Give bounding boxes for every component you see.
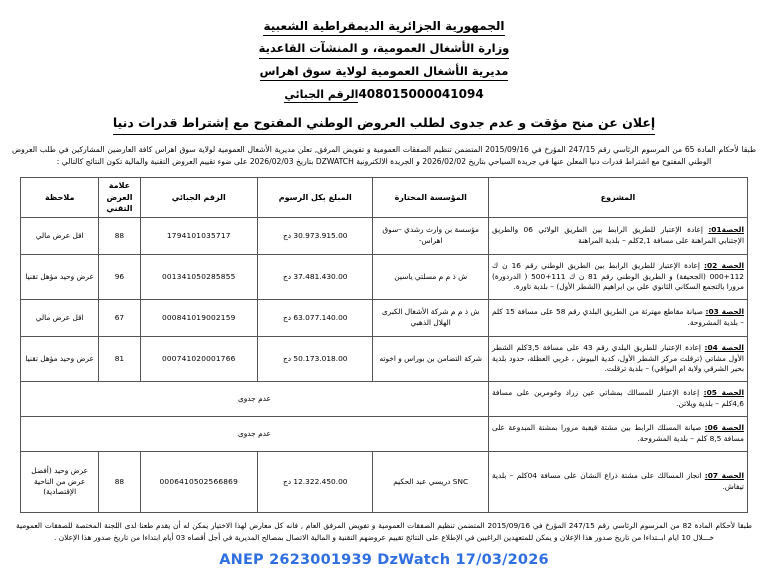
cell-tax-id: 000741020001766 [140,336,257,381]
project-text: صيانة المسلك الرابط بين مشتة قيقبة مرورا بمشتة المبدوعة على مسافة 8,5 كلم – بلدية المشروحة. [491,423,744,443]
col-header-project: المشروع [488,178,747,218]
cell-project [488,416,747,451]
intro-paragraph: طبقا لأحكام المادة 65 من المرسوم الرئاسي رقم 247/15 المؤرخ في 2015/09/16 المتضمن تنظيم الصفقات العمومية و تفويض المرفق, تعلن مديرية الأشغال العمومية لولاية سوق اهراس كافة العارضين المشاركين في طلب العروض الوطني المفتوح مع اشتراط قدرات دنيا المعلن عنها في جريدة السياحي بتاريخ 2026/02/02 و الجريدة الالكترونية DZWATCH بتاريخ 2026/02/03 على ضوء تقييم العروض التقنية والمالية تكون النتائج كالتالي : [12,144,756,166]
cell-no-feasibility: عدم جدوى [21,381,489,416]
currency-label: دج [282,230,292,240]
table-row [21,416,748,451]
cell-remark: عرض وحيد مؤهل تقنيا [21,254,99,299]
amount-value: 12.322.450.00 [293,476,348,486]
cell-project [488,336,747,381]
currency-label: دج [282,353,292,363]
cell-tax-id: 000841019002159 [140,299,257,336]
lot-label: الحصة 05: [703,388,744,398]
amount-value: 37.481.430.00 [293,271,348,281]
col-header-remark: ملاحظة [21,178,99,218]
project-text: إعادة الإعتبار للطريق الرابط بين الطريق الولائي 06 والطريق الإجتنابي المراهنة على مسافة 2,1كلم – بلدية المراهنة [491,225,744,245]
cell-tax-id: 001341050285855 [140,254,257,299]
project-text: إعادة الإعتبار للطريق الرابط بين الطريق الوطني رقم 16 ن ك 112+000 (الجحيفة) و الطريق الوطني رقم 81 ن ك 111+500 ( الدردورة) مرورا بالتجمع السكاني الثانوي علي بن ابراهيم (الشطر الأول) – بلدية تاورة. [491,260,744,292]
cell-no-feasibility: عدم جدوى [21,416,489,451]
col-header-tax: الرقم الجبائي [140,178,257,218]
amount-value: 30.973.915.00 [293,230,348,240]
cell-remark: عرض وحيد مؤهل تقنيا [21,336,99,381]
cell-company: ش ذ م م مسلتي ياسين [373,254,488,299]
tax-id-label: الرقم الجبائي [284,88,359,102]
cell-amount [258,336,373,381]
project-text: انجاز المسالك على مشتة ذراع النشان على مسافة 04كلم – بلدية تيفاش. [491,471,744,491]
cell-tax-id: 1794101035717 [140,217,257,254]
table-row [21,299,748,336]
anep-reference: ANEP 2623001939 DzWatch 17/03/2026 [219,552,549,568]
document-header [0,0,768,104]
cell-project [488,217,747,254]
cell-amount [258,217,373,254]
project-text: إعادة الإعتبار للطريق البلدي رقم 43 على مسافة 3,5كلم الشطر الأول مشاتي (ترقلت مركز الشطر الأول، كدية البيوش ، غربي العظلة، حدود بلدية بحير الشرقي ولاية ام البواقي) – بلدية ترقلت. [491,342,744,374]
lot-label: الحصة 04: [704,342,744,352]
tax-id-value: 408015000041094 [358,87,484,102]
currency-label: دج [282,271,292,281]
cell-company: ش ذ م م شركة الأشغال الكبرى الهلال الذهبي [373,299,488,336]
header-line-directorate: مديرية الأشغال العمومية لولاية سوق اهراس [260,64,509,82]
table-header-row [21,178,748,218]
lot-label: الحصة 06: [704,423,744,433]
cell-remark: اقل عرض مالي [21,217,99,254]
page-title: إعلان عن منح مؤقت و عدم جدوى لطلب العروض الوطني المفتوح مع إشتراط قدرات دنيا [113,114,655,135]
col-header-company: المؤسسة المختارة [373,178,488,218]
table-row [21,451,748,512]
cell-amount [258,299,373,336]
col-header-amount: المبلغ بكل الرسوم [258,178,373,218]
table-row [21,254,748,299]
cell-company: SNC دريسي عبد الحكيم [373,451,488,512]
cell-technical-mark: 67 [99,299,140,336]
cell-company: مؤسسة بن وارث رشدي –سوق اهراس- [373,217,488,254]
lot-label: الحصة01: [708,225,744,235]
cell-technical-mark: 81 [99,336,140,381]
amount-value: 63.077.140.00 [293,312,348,322]
header-line-republic: الجمهورية الجزائرية الديمقراطية الشعبية [263,18,504,36]
cell-company: شركة التضامن بن بوراس و اخوته [373,336,488,381]
lot-label: الحصة 07: [704,471,744,481]
project-text: إعادة الإعتبار للمسالك بمشاتي عين زراد وغومرين على مسافة 4,6كلم – بلدية ويلاتن. [491,388,744,408]
cell-technical-mark: 96 [99,254,140,299]
header-tax-id [284,86,483,104]
table-row [21,217,748,254]
cell-tax-id: 0006410502566869 [140,451,257,512]
footer-note: طبقا لأحكام المادة 82 من المرسوم الرئاسي رقم 247/15 المؤرخ في 2015/09/16 المتضمن تنظيم الصفقات العمومية و تفويض المرفق العام , فانه كل معارض لهذا الاختيار يمكن له أن يقدم طعنا لدى اللجنة المختصة للصفقات العمومية خـــلال 10 ايام ابــتداءا من تاريخ صدور هذا الإعلان و يمكن للمتعهدين الراغبين في الإطلاع على النتائج تقييم عروضهم التقنية و المالية الاتصال بمصالح المديرية في أجل أقصاه 03 أيام ابتداءا من تاريخ صدور هذا الإعلان . [16,520,752,542]
currency-label: دج [282,312,292,322]
results-table [20,177,748,513]
lot-label: الحصة 03: [705,307,744,317]
cell-remark: عرض وحيد (أفضل عرض من الناحية الإقتصادية) [21,451,99,512]
cell-amount [258,451,373,512]
cell-project [488,451,747,512]
currency-label: دج [282,476,292,486]
cell-project [488,299,747,336]
table-row [21,336,748,381]
cell-technical-mark: 88 [99,217,140,254]
cell-technical-mark: 88 [99,451,140,512]
amount-value: 50.173.018.00 [293,353,348,363]
cell-remark: اقل عرض مالي [21,299,99,336]
cell-project [488,381,747,416]
col-header-mark: علامة العرض التقني [99,178,140,218]
lot-label: الحصة 02: [704,260,745,270]
header-line-ministry: وزارة الأشغال العمومية، و المنشآت القاعدية [259,41,510,59]
table-body [21,217,748,512]
table-row [21,381,748,416]
project-text: صيانة مقاطع مهترئة من الطريق البلدي رقم 58 على مسافة 15 كلم – بلدية المشروحة. [491,307,744,327]
cell-project [488,254,747,299]
cell-amount [258,254,373,299]
